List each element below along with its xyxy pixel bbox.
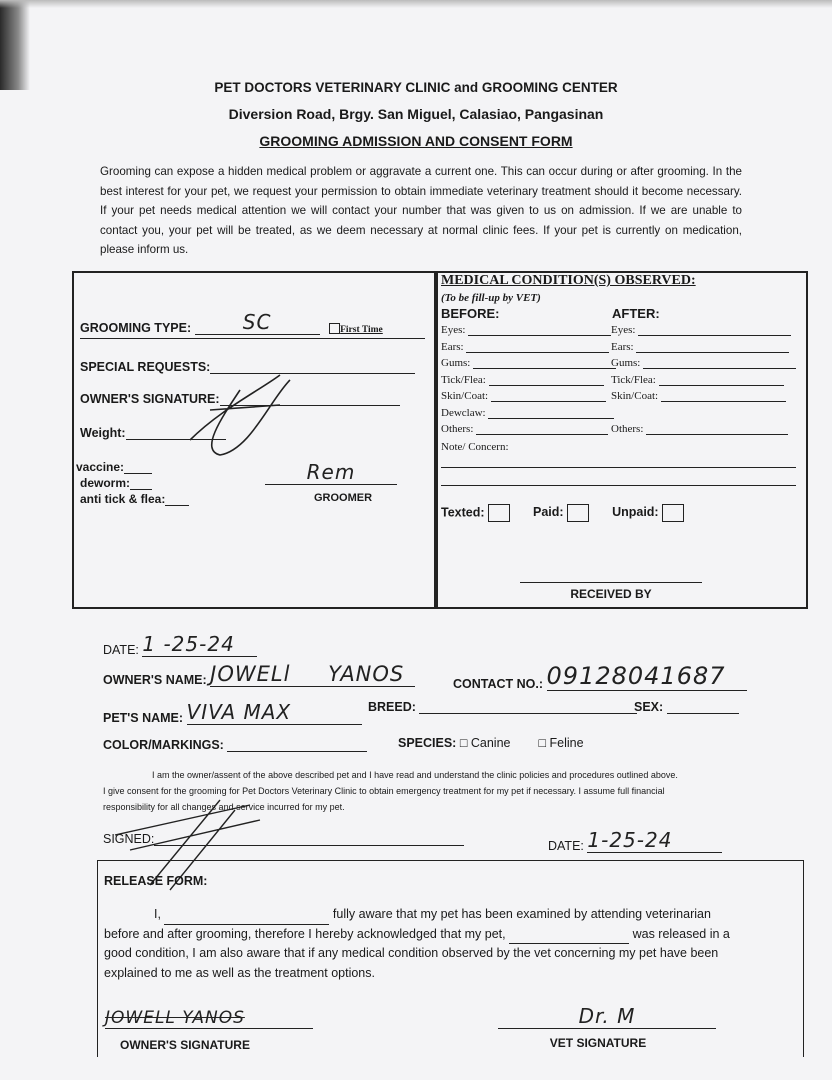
color-label: COLOR/MARKINGS: — [103, 738, 224, 752]
medical-field[interactable] — [611, 423, 796, 440]
payment-status-row — [441, 504, 684, 522]
medical-field[interactable] — [611, 357, 796, 374]
clinic-name: PET DOCTORS VETERINARY CLINIC and GROOMING CENTER — [214, 80, 618, 95]
date-label: DATE: — [103, 643, 139, 657]
medical-field[interactable] — [441, 390, 616, 407]
release-paragraph — [104, 905, 794, 983]
paid-label: Paid: — [533, 505, 564, 520]
consent-line-1: I am the owner/assent of the above described pet and I have read and understand the clinic policies and procedures outlined above. — [152, 770, 678, 780]
before-list — [441, 324, 616, 440]
release-name-field[interactable] — [164, 912, 329, 925]
release-text-3: good condition, I am also aware that if any medical condition observed by the vet concerning my pet have been — [104, 946, 719, 960]
clinic-address: Diversion Road, Brgy. San Miguel, Calasiao, Pangasinan — [228, 106, 604, 122]
medical-field-line[interactable] — [661, 391, 786, 402]
owner-signature-scribble — [180, 370, 300, 460]
grooming-type-value: SC — [242, 310, 272, 334]
consent-line-2: I give consent for the grooming for Pet Doctors Veterinary Clinic to obtain emergency treatment for my pet if necessary. I assume full financial — [103, 786, 665, 796]
received-by-line[interactable] — [520, 582, 702, 583]
medical-field-line[interactable] — [476, 424, 608, 435]
owner-name-value: JOWELl YANOS — [210, 662, 405, 686]
medical-box — [434, 271, 808, 609]
owner-name-field[interactable] — [103, 662, 415, 687]
texted-label: Texted: — [441, 505, 485, 520]
medical-field-line[interactable] — [638, 325, 791, 336]
contact-label: CONTACT NO.: — [453, 677, 544, 691]
medical-field-label: Gums: — [441, 357, 471, 369]
groomer-value: Rem — [306, 460, 356, 484]
medical-field[interactable] — [611, 407, 796, 424]
medical-field-label: Eyes: — [441, 324, 466, 336]
medical-field-label: Dewclaw: — [441, 406, 486, 419]
medical-field-label: Skin/Coat: — [441, 390, 489, 402]
consent-date-label: DATE: — [548, 839, 584, 853]
after-heading: AFTER: — [612, 306, 660, 321]
medical-field-line[interactable] — [643, 358, 796, 369]
form-title: GROOMING ADMISSION AND CONSENT FORM — [259, 133, 573, 149]
consent-line-3: responsibility for all changes and service incurred for my pet. — [103, 802, 345, 812]
vaccine-label: vaccine: — [76, 460, 125, 474]
paid-checkbox[interactable] — [567, 504, 589, 522]
vet-signature-label: VET SIGNATURE — [549, 1036, 647, 1050]
grooming-type-field[interactable] — [80, 310, 383, 335]
medical-field-label: Ears: — [441, 340, 464, 353]
medical-field-label: Others: — [441, 423, 474, 435]
release-text-4: explained to me as well as the treatment options. — [104, 965, 375, 980]
medical-field-label: Tick/Flea: — [441, 373, 486, 386]
release-pet-field[interactable] — [509, 931, 629, 944]
pet-name-label: PET'S NAME: — [103, 711, 184, 725]
owner-signature-label: OWNER'S SIGNATURE: — [80, 392, 220, 406]
first-time-checkbox[interactable] — [329, 323, 340, 334]
vet-signature[interactable] — [498, 1004, 716, 1029]
release-owner-signature-value: JOWELL YANOS — [105, 1008, 245, 1028]
medical-field[interactable] — [441, 423, 616, 440]
intro-paragraph: Grooming can expose a hidden medical problem or aggravate a current one. This can occur during or after grooming. In the best interest for your pet, we request your permission to obtain immediate veterinary treatment should it become necessary. If your pet needs medical attention we will contact your number that was given to us on admission. If we are unable to contact you, your pet will be treated, as we deem necessary at normal clinic fees. If your pet is currently on medication, please inform us. — [100, 165, 742, 256]
date-field[interactable] — [103, 632, 257, 657]
medical-field-label: Others: — [611, 423, 644, 435]
medical-field[interactable] — [441, 341, 616, 358]
weight-label: Weight: — [80, 426, 126, 440]
antitick-field[interactable] — [80, 492, 189, 506]
medical-subtitle: (To be fill-up by VET) — [441, 292, 541, 304]
medical-field[interactable] — [441, 357, 616, 374]
species-field — [398, 736, 584, 750]
medical-field-line[interactable] — [468, 325, 611, 336]
special-requests-label: SPECIAL REQUESTS: — [80, 360, 211, 374]
color-field[interactable] — [103, 738, 367, 752]
medical-field-line[interactable] — [488, 408, 614, 419]
after-list — [611, 324, 796, 440]
vet-signature-value: Dr. M — [578, 1004, 636, 1028]
sex-field[interactable] — [634, 700, 739, 714]
texted-checkbox[interactable] — [488, 504, 510, 522]
medical-field-label: Skin/Coat: — [611, 390, 659, 402]
release-text-2a: before and after grooming, therefore I hereby acknowledged that my pet, — [104, 926, 506, 941]
contact-field[interactable] — [453, 662, 747, 691]
medical-field[interactable] — [441, 374, 616, 391]
groomer-field[interactable] — [265, 460, 397, 485]
breed-label: BREED: — [368, 700, 416, 714]
medical-field-line[interactable] — [489, 375, 604, 386]
release-owner-signature-label: OWNER'S SIGNATURE — [120, 1038, 250, 1052]
medical-field-line[interactable] — [659, 375, 784, 386]
vaccine-field[interactable] — [76, 460, 152, 474]
received-by-label: RECEIVED BY — [570, 587, 652, 601]
canine-option[interactable]: □ Canine — [459, 736, 511, 750]
unpaid-checkbox[interactable] — [662, 504, 684, 522]
release-text-1: fully aware that my pet has been examined by attending veterinarian — [332, 907, 711, 921]
first-time-label: First Time — [340, 325, 383, 335]
weight-field[interactable] — [80, 426, 226, 440]
owner-name-label: OWNER'S NAME: — [103, 673, 207, 687]
date-value: 1 -25-24 — [142, 632, 235, 656]
medical-field-line[interactable] — [491, 391, 606, 402]
pet-name-value: VIVA MAX — [186, 700, 292, 724]
contact-value: 09128041687 — [546, 662, 726, 690]
medical-field[interactable] — [611, 341, 796, 358]
groomer-label: GROOMER — [313, 492, 373, 504]
feline-option[interactable]: □ Feline — [538, 736, 584, 750]
grooming-type-label: GROOMING TYPE: — [80, 321, 192, 335]
sex-label: SEX: — [634, 700, 664, 714]
medical-field-label: Gums: — [611, 357, 641, 369]
medical-field[interactable] — [441, 407, 616, 424]
breed-field[interactable] — [368, 700, 637, 714]
medical-field[interactable] — [611, 390, 796, 407]
medical-field-label: Tick/Flea: — [611, 373, 656, 386]
scan-edge — [0, 0, 832, 8]
medical-field[interactable] — [611, 374, 796, 391]
deworm-label: deworm: — [80, 476, 131, 490]
deworm-field[interactable] — [80, 476, 152, 490]
signed-label: SIGNED: — [103, 832, 155, 846]
divider — [80, 338, 425, 339]
pet-name-field[interactable] — [103, 700, 362, 725]
release-text-2b: was released in a — [632, 926, 730, 941]
note-line[interactable] — [441, 485, 796, 486]
before-heading: BEFORE: — [441, 306, 500, 321]
note-line[interactable] — [441, 467, 796, 468]
release-i: I, — [154, 907, 161, 921]
consent-date-value: 1-25-24 — [587, 828, 673, 852]
release-owner-signature[interactable] — [105, 1008, 313, 1029]
medical-field[interactable] — [611, 324, 796, 341]
medical-field-label: Ears: — [611, 340, 634, 353]
release-title: RELEASE FORM: — [104, 874, 208, 888]
medical-field[interactable] — [441, 324, 616, 341]
medical-field-line[interactable] — [466, 342, 609, 353]
medical-field-line[interactable] — [646, 424, 788, 435]
antitick-label: anti tick & flea: — [80, 492, 166, 506]
note-label: Note/ Concern: — [441, 441, 509, 453]
scan-shadow — [0, 0, 30, 90]
medical-field-line[interactable] — [473, 358, 616, 369]
consent-date-field[interactable] — [548, 828, 722, 853]
medical-field-label: Eyes: — [611, 324, 636, 336]
medical-title: MEDICAL CONDITION(S) OBSERVED: — [441, 273, 696, 288]
unpaid-label: Unpaid: — [612, 505, 659, 520]
medical-field-line[interactable] — [636, 342, 789, 353]
species-label: SPECIES: — [398, 736, 457, 750]
